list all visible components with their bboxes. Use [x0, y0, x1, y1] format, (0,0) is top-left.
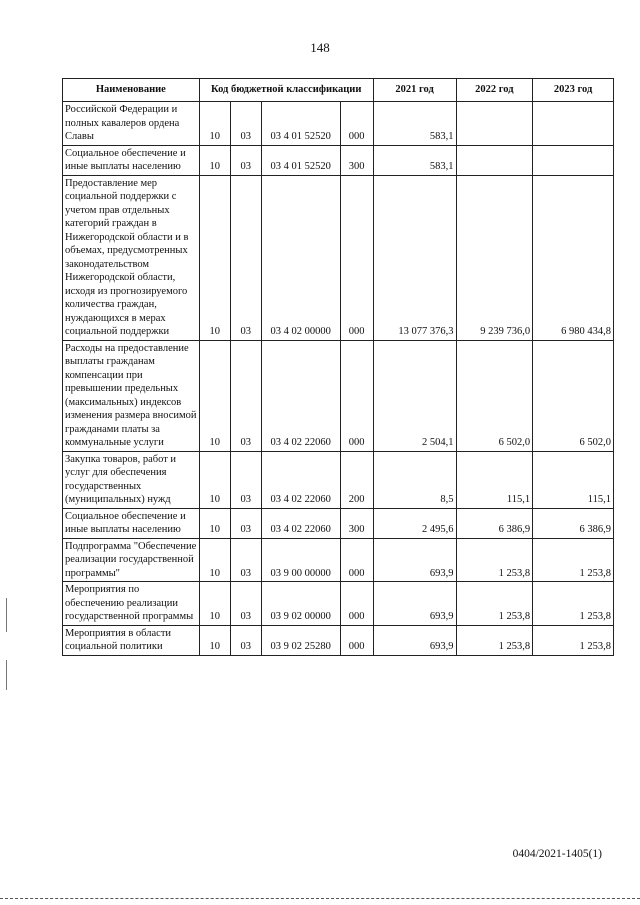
table-row	[63, 451, 614, 508]
row-pr: 03	[230, 582, 261, 626]
table-row	[63, 175, 614, 340]
header-2021: 2021 год	[373, 79, 456, 102]
scan-footer-line	[0, 898, 640, 899]
row-2023: 1 253,8	[533, 625, 614, 655]
row-pr: 03	[230, 451, 261, 508]
row-2021: 583,1	[373, 145, 456, 175]
row-2022: 6 502,0	[456, 340, 533, 451]
table-row	[63, 538, 614, 582]
budget-table	[62, 78, 614, 656]
row-csr: 03 4 02 22060	[261, 340, 340, 451]
row-csr: 03 4 02 22060	[261, 508, 340, 538]
row-2022: 6 386,9	[456, 508, 533, 538]
row-csr: 03 4 02 00000	[261, 175, 340, 340]
row-2022: 9 239 736,0	[456, 175, 533, 340]
header-name: Наименование	[63, 79, 200, 102]
row-2021: 583,1	[373, 102, 456, 146]
row-name: Социальное обеспечение и иные выплаты населению	[63, 508, 200, 538]
row-2023: 1 253,8	[533, 538, 614, 582]
row-vr: 000	[340, 175, 373, 340]
row-csr: 03 4 01 52520	[261, 145, 340, 175]
table-row	[63, 145, 614, 175]
row-name: Российской Федерации и полных кавалеров ордена Славы	[63, 102, 200, 146]
row-2021: 13 077 376,3	[373, 175, 456, 340]
row-rz: 10	[199, 582, 230, 626]
row-2021: 693,9	[373, 538, 456, 582]
row-2021: 693,9	[373, 625, 456, 655]
table-row	[63, 582, 614, 626]
row-2023: 6 502,0	[533, 340, 614, 451]
row-rz: 10	[199, 175, 230, 340]
row-vr: 000	[340, 102, 373, 146]
row-2021: 693,9	[373, 582, 456, 626]
row-vr: 000	[340, 340, 373, 451]
row-2023	[533, 102, 614, 146]
row-vr: 000	[340, 582, 373, 626]
row-2023: 6 386,9	[533, 508, 614, 538]
row-csr: 03 9 02 25280	[261, 625, 340, 655]
row-pr: 03	[230, 145, 261, 175]
row-2021: 8,5	[373, 451, 456, 508]
header-2023: 2023 год	[533, 79, 614, 102]
row-2023: 1 253,8	[533, 582, 614, 626]
row-name: Мероприятия по обеспечению реализации государственной программы	[63, 582, 200, 626]
row-rz: 10	[199, 340, 230, 451]
row-vr: 300	[340, 145, 373, 175]
row-csr: 03 9 00 00000	[261, 538, 340, 582]
row-pr: 03	[230, 508, 261, 538]
row-2021: 2 495,6	[373, 508, 456, 538]
table-row	[63, 340, 614, 451]
row-name: Мероприятия в области социальной политики	[63, 625, 200, 655]
page-number: 148	[310, 40, 330, 55]
row-rz: 10	[199, 508, 230, 538]
row-vr: 300	[340, 508, 373, 538]
row-csr: 03 9 02 00000	[261, 582, 340, 626]
row-pr: 03	[230, 340, 261, 451]
row-rz: 10	[199, 538, 230, 582]
scan-edge-mark	[6, 598, 7, 632]
row-2022	[456, 102, 533, 146]
row-vr: 000	[340, 538, 373, 582]
row-rz: 10	[199, 451, 230, 508]
table-row	[63, 508, 614, 538]
row-csr: 03 4 02 22060	[261, 451, 340, 508]
row-2021: 2 504,1	[373, 340, 456, 451]
row-2023	[533, 145, 614, 175]
row-rz: 10	[199, 625, 230, 655]
row-name: Социальное обеспечение и иные выплаты населению	[63, 145, 200, 175]
row-csr: 03 4 01 52520	[261, 102, 340, 146]
row-2022: 115,1	[456, 451, 533, 508]
row-2022: 1 253,8	[456, 582, 533, 626]
row-2023: 6 980 434,8	[533, 175, 614, 340]
row-name: Закупка товаров, работ и услуг для обеспечения государственных (муниципальных) нужд	[63, 451, 200, 508]
row-pr: 03	[230, 538, 261, 582]
table-header	[63, 79, 614, 102]
table-body	[63, 102, 614, 656]
row-name: Предоставление мер социальной поддержки с учетом прав отдельных категорий граждан в Нижегородской области и в объемах, предусмотренных законодательством Нижегородской области, исходя из прогнозируемого количества граждан, нуждающихся в мерах социальной поддержки	[63, 175, 200, 340]
row-2023: 115,1	[533, 451, 614, 508]
row-pr: 03	[230, 175, 261, 340]
header-2022: 2022 год	[456, 79, 533, 102]
row-name: Расходы на предоставление выплаты гражданам компенсации при превышении предельных (максимальных) индексов изменения размера вносимой гражданами платы за коммунальные услуги	[63, 340, 200, 451]
row-pr: 03	[230, 102, 261, 146]
document-code: 0404/2021-1405(1)	[512, 848, 602, 860]
row-vr: 000	[340, 625, 373, 655]
scan-edge-mark	[6, 660, 7, 690]
table-row	[63, 102, 614, 146]
row-2022	[456, 145, 533, 175]
row-pr: 03	[230, 625, 261, 655]
row-rz: 10	[199, 102, 230, 146]
row-2022: 1 253,8	[456, 625, 533, 655]
table-row	[63, 625, 614, 655]
row-2022: 1 253,8	[456, 538, 533, 582]
row-vr: 200	[340, 451, 373, 508]
row-rz: 10	[199, 145, 230, 175]
row-name: Подпрограмма "Обеспечение реализации государственной программы"	[63, 538, 200, 582]
header-code: Код бюджетной классификации	[199, 79, 373, 102]
